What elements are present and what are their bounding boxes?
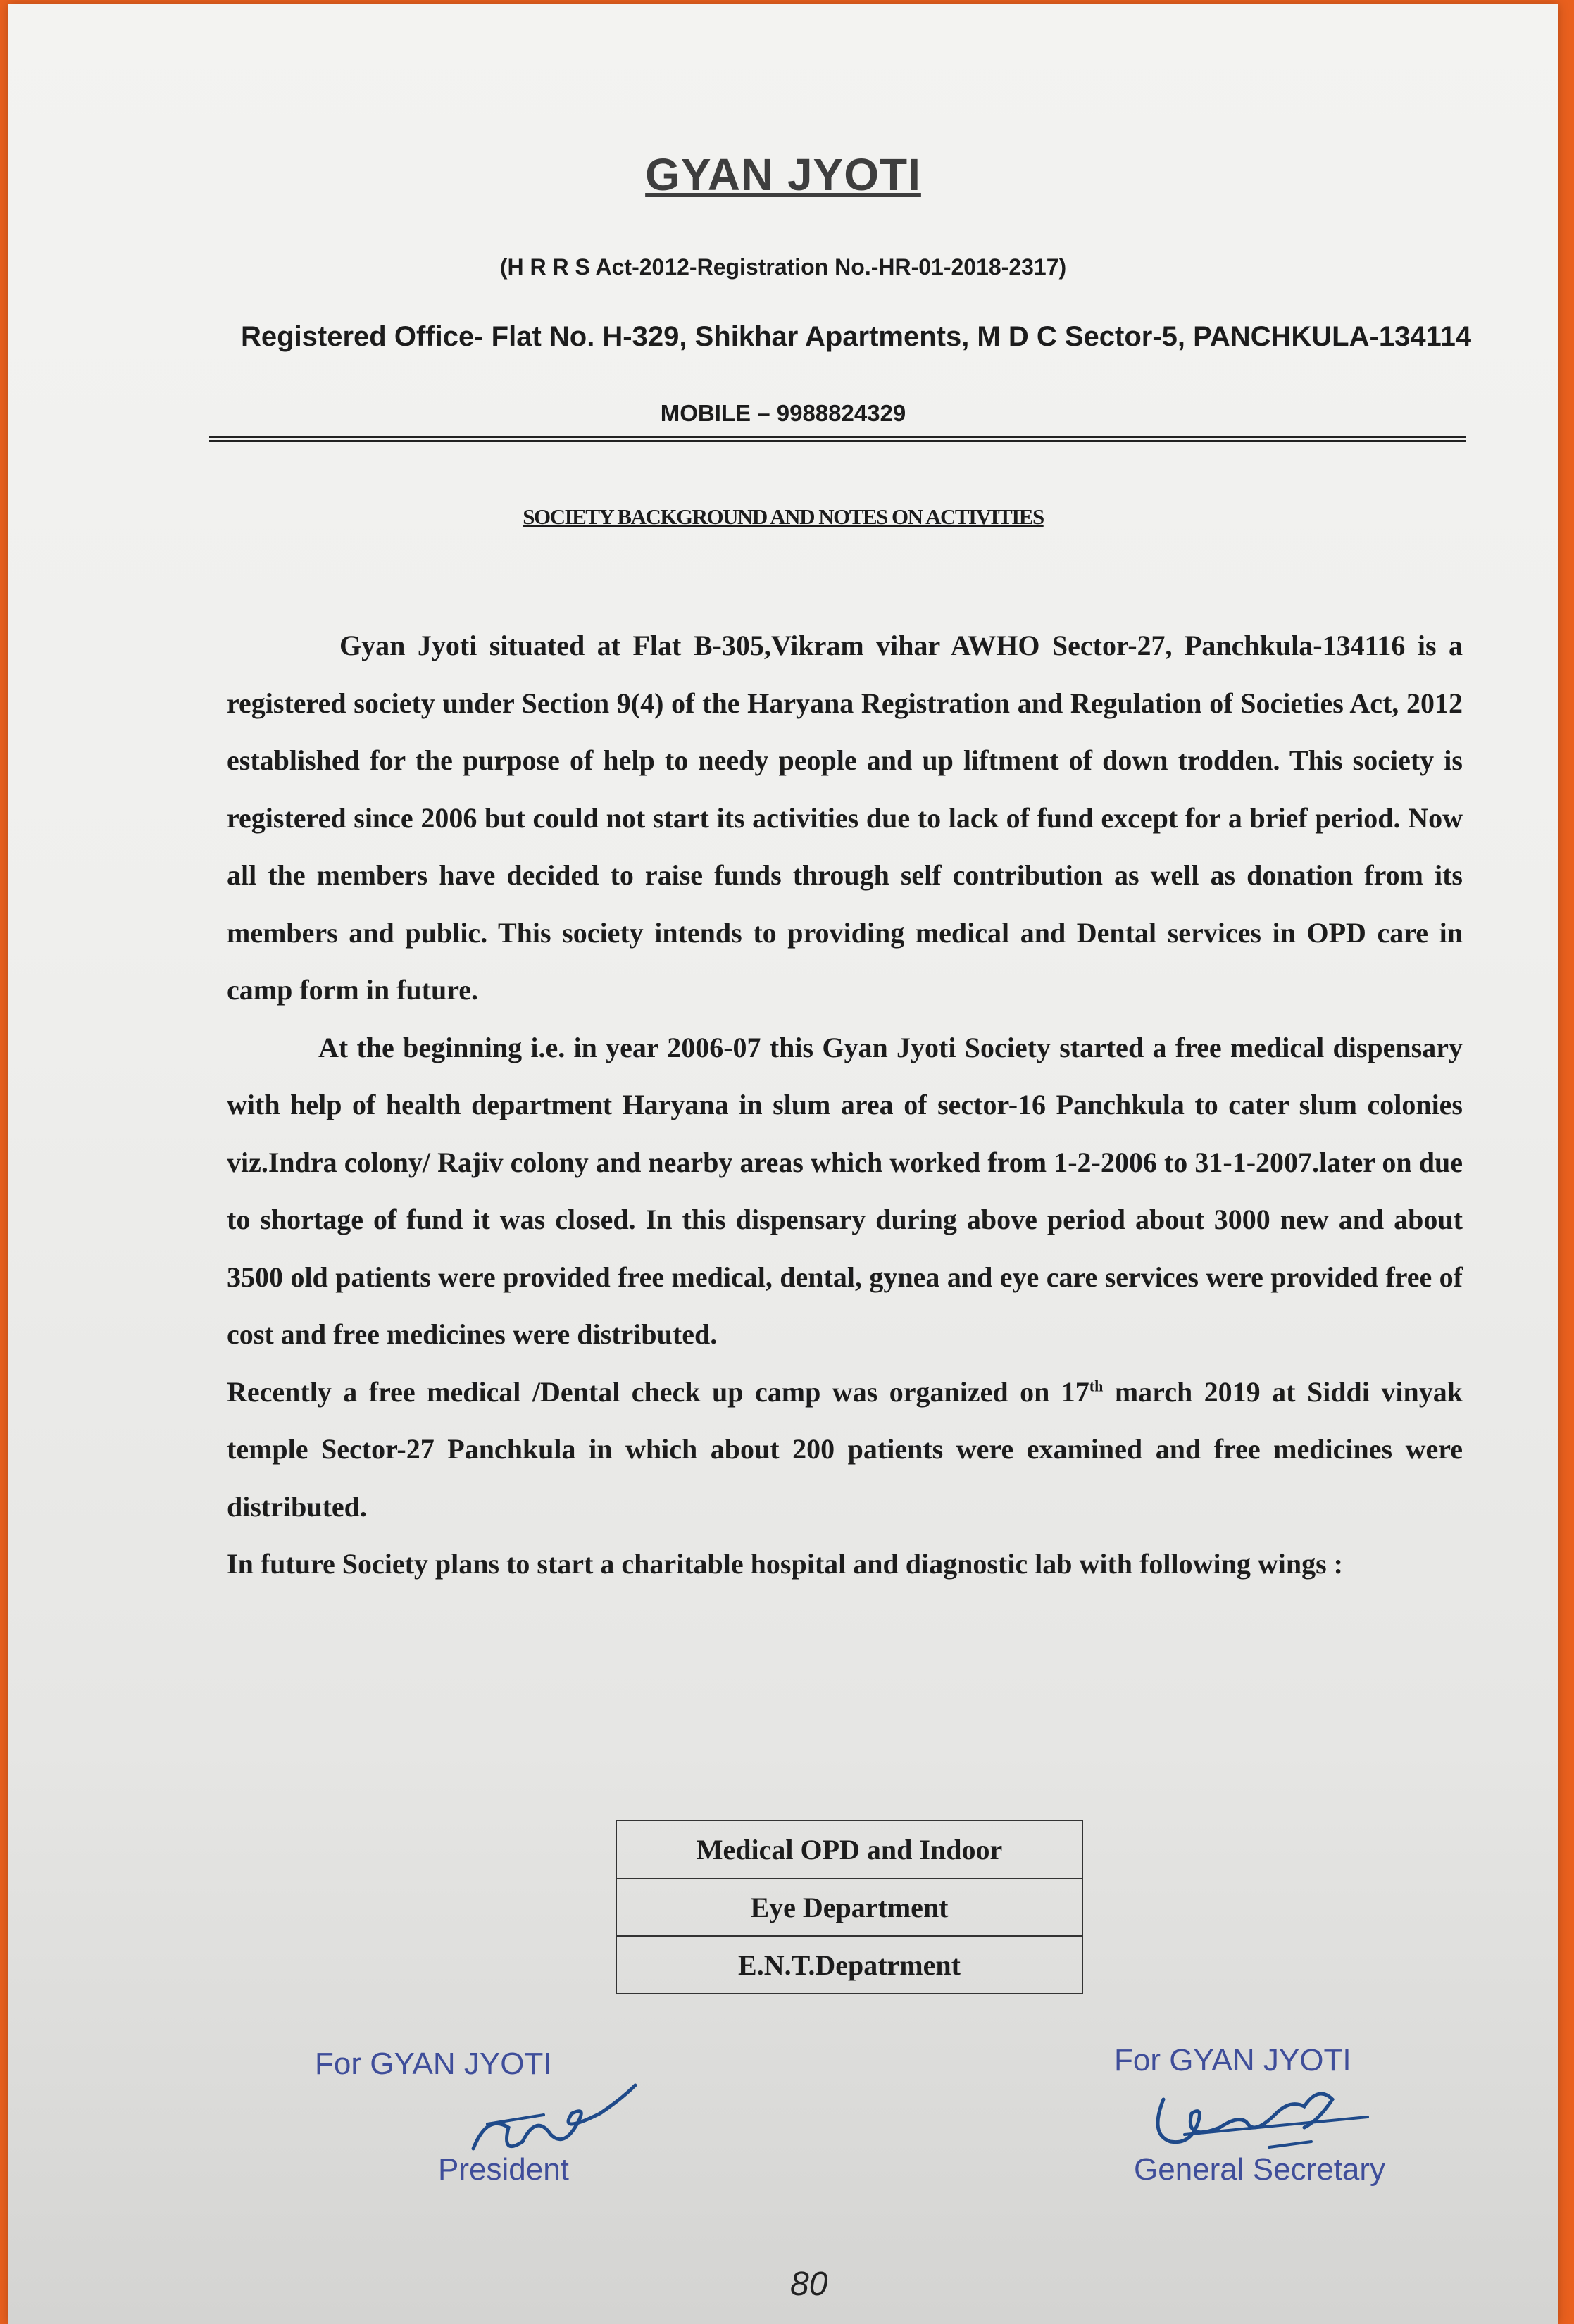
wing-cell: Medical OPD and Indoor [616,1820,1082,1878]
paragraph-future-plans: In future Society plans to start a charitable hospital and diagnostic lab with following wings : [227,1548,1343,1580]
org-title: GYAN JYOTI [645,149,921,200]
registration-number: (H R R S Act-2012-Registration No.-HR-01-2018-2317) [499,254,1067,280]
president-role: President [438,2152,569,2187]
secretary-role: General Secretary [1134,2152,1386,2187]
header-divider [209,436,1466,442]
ordinal-suffix: th [1089,1377,1104,1395]
paragraph-history: At the beginning i.e. in year 2006-07 this Gyan Jyoti Society started a free medical dispensary with help of health department Haryana in slum area of sector-16 Panchkula to cater slum colonies viz.Indra colony/ Rajiv colony and nearby areas which worked from 1-2-2006 to 31-1-2007.later on due to shortage of fund it was closed. In this dispensary during above period about 3000 new and about 3500 old patients were provided free medical, dental, gynea and eye care services were provided free of cost and free medicines were distributed. [227,1031,1463,1350]
section-heading: SOCIETY BACKGROUND AND NOTES ON ACTIVITIES [523,504,1044,529]
camp-text-end: march 2019 at Siddi vinyak temple Sector-27 Panchkula in which about 200 patients were examined and free medicines were distributed. [227,1375,1463,1523]
page-number: 80 [790,2266,828,2303]
wing-cell: E.N.T.Depatrment [616,1936,1082,1994]
secretary-stamp: For GYAN JYOTI [1114,2043,1351,2078]
camp-text-start: Recently a free medical /Dental check up camp was organized on 17 [227,1375,1089,1408]
paragraph-recent-camp [227,1363,1463,1536]
wings-table [616,1820,1083,1994]
body-text [227,617,1463,1593]
paragraph-background: Gyan Jyoti situated at Flat B-305,Vikram vihar AWHO Sector-27, Panchkula-134116 is a registered society under Section 9(4) of the Haryana Registration and Regulation of Societies Act, 2012 established for the purpose of help to needy people and up liftment of down trodden. This society is registered since 2006 but could not start its activities due to lack of fund except for a brief period. Now all the members have decided to raise funds through self contribution as well as donation from its members and public. This society intends to providing medical and Dental services in OPD care in camp form in future. [227,630,1463,1006]
president-stamp: For GYAN JYOTI [315,2047,552,2081]
table-row [616,1820,1082,1878]
table-row [616,1936,1082,1994]
registered-office: Registered Office- Flat No. H-329, Shikhar Apartments, M D C Sector-5, PANCHKULA-134114 [241,321,1472,352]
wing-cell: Eye Department [616,1878,1082,1936]
table-row [616,1878,1082,1936]
mobile-number: MOBILE – 9988824329 [660,400,906,426]
document-page [8,4,1558,2324]
